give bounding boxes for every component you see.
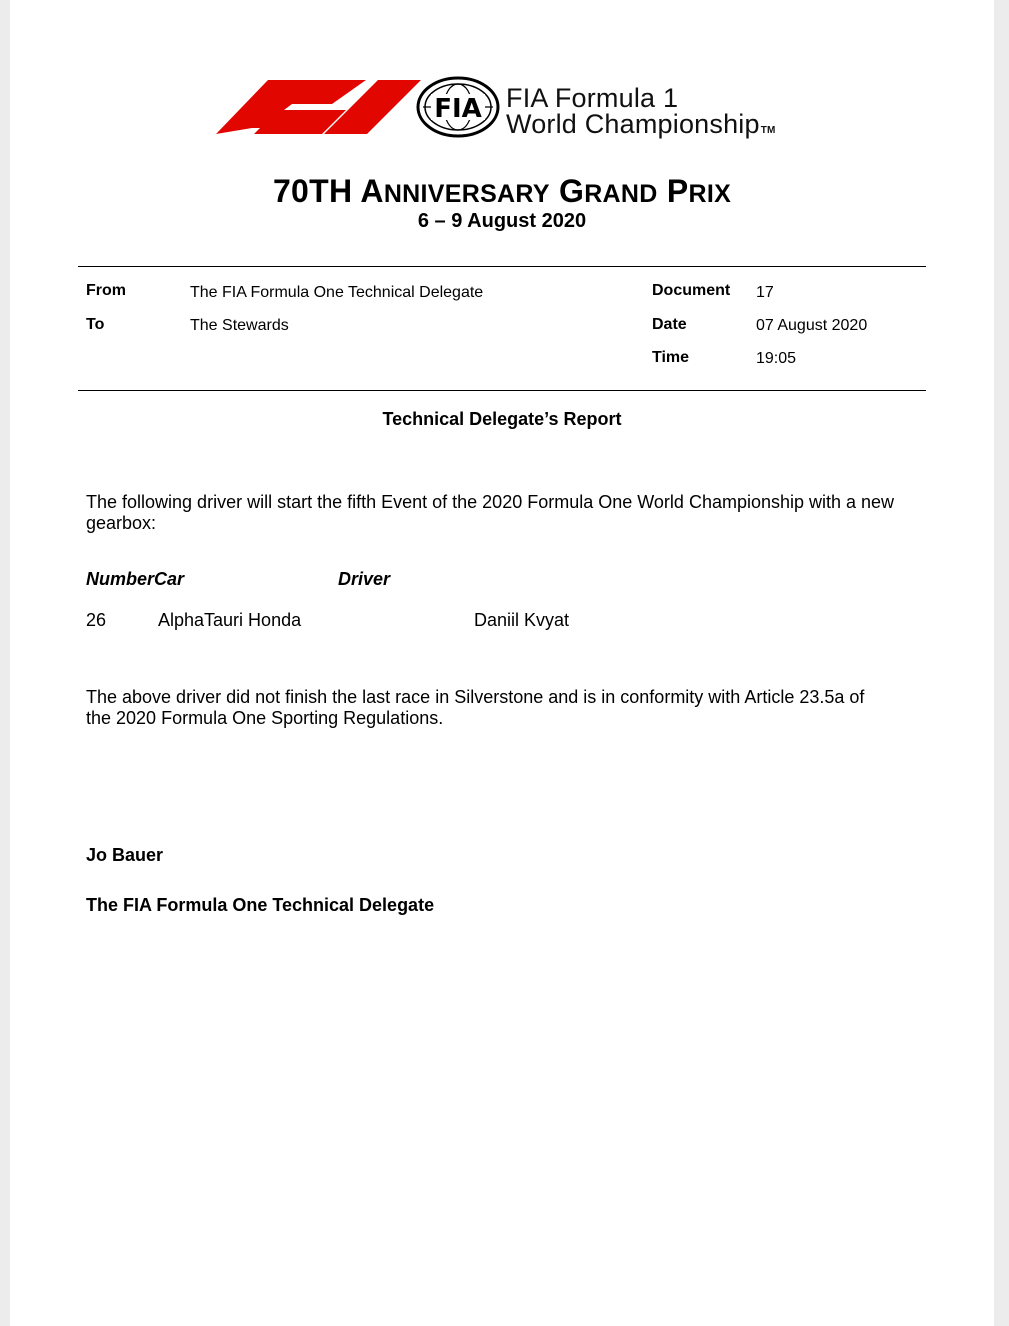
intro-paragraph: The following driver will start the fifth Event of the 2020 Formula One World Championship with a new gearbox: [86, 492, 895, 533]
cell-driver: Daniil Kvyat [474, 610, 570, 630]
cell-car: AlphaTauri Honda [158, 610, 302, 630]
document-label: Document [652, 282, 731, 299]
to-label: To [86, 316, 105, 333]
fia-badge-text: FIA [434, 94, 482, 124]
time-value: 19:05 [756, 350, 797, 367]
document-page [10, 0, 994, 1326]
from-value: The FIA Formula One Technical Delegate [190, 284, 484, 301]
cell-number: 26 [86, 610, 107, 630]
date-value: 07 August 2020 [756, 317, 868, 334]
date-label: Date [652, 316, 687, 333]
report-heading: Technical Delegate’s Report [382, 409, 622, 429]
brand-line-1: FIA Formula 1 [506, 83, 679, 113]
from-label: From [86, 282, 126, 299]
trademark: TM [760, 125, 776, 136]
divider-bottom [78, 390, 926, 391]
brand-line-2: World ChampionshipTM [506, 109, 776, 139]
fia-globe-icon [415, 76, 501, 138]
time-label: Time [652, 349, 690, 366]
f1-logo-icon [216, 80, 426, 134]
column-header-number-car: NumberCar [86, 569, 185, 589]
event-title: 70TH ANNIVERSARY GRAND PRIX [272, 173, 732, 209]
signatory-role: The FIA Formula One Technical Delegate [86, 895, 435, 915]
conclusion-paragraph: The above driver did not finish the last race in Silverstone and is in conformity with Article 23.5a of the 2020 Formula One Sporting Regulations. [86, 687, 865, 728]
to-value: The Stewards [190, 317, 289, 334]
event-dates: 6 – 9 August 2020 [417, 210, 587, 232]
signatory-name: Jo Bauer [86, 845, 164, 865]
divider-top [78, 266, 926, 267]
document-value: 17 [756, 284, 774, 301]
column-header-driver: Driver [338, 569, 391, 589]
